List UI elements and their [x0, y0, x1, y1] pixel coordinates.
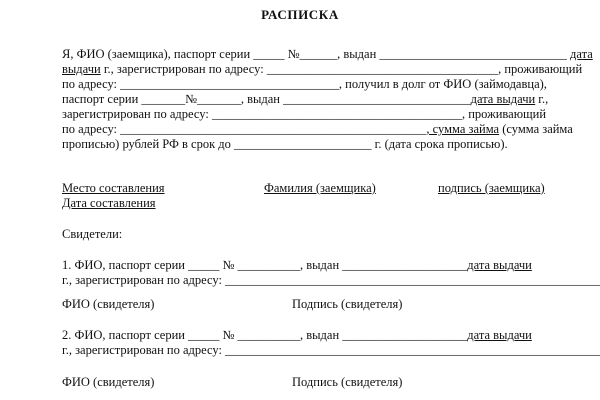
witness-1-passport: 1. ФИО, паспорт серии _____ № __________, выдан ____________________	[62, 258, 468, 272]
witness-2-passport: 2. ФИО, паспорт серии _____ № __________, выдан ____________________	[62, 328, 468, 342]
body-line-1	[62, 47, 593, 62]
witness-2-line-2: г., зарегистрирован по адресу: ____________________________________________________________	[62, 343, 600, 357]
issue-date-label-cont: выдачи	[62, 62, 101, 76]
loan-amount-label: , сумма займа	[426, 122, 500, 136]
witness-1-line-1	[62, 258, 532, 273]
witness-2-fio: ФИО (свидетеля)	[62, 375, 155, 389]
body-line-4-tail: г.,	[535, 92, 549, 106]
witness-2-signature: Подпись (свидетеля)	[292, 375, 403, 389]
date-of-compilation: Дата составления	[62, 196, 156, 210]
body-line-6-tail: (сумма займа	[499, 122, 573, 136]
borrower-surname: Фамилия (заемщика)	[264, 181, 376, 195]
body-line-6-text: по адресу: _________________________________________________	[62, 122, 427, 136]
body-line-1-text: Я, ФИО (заемщика), паспорт серии _____ №______, выдан ______________________________	[62, 47, 567, 61]
body-line-6	[62, 122, 573, 137]
witness-1-signature: Подпись (свидетеля)	[292, 297, 403, 311]
place-of-compilation: Место составления	[62, 181, 165, 195]
body-line-2	[62, 62, 582, 77]
body-line-2-text: г., зарегистрирован по адресу: _____________________________________, проживающий	[100, 62, 583, 76]
borrower-signature: подпись (заемщика)	[438, 181, 545, 195]
witness-2-line-1	[62, 328, 532, 343]
body-line-7: прописью) рублей РФ в срок до ______________________ г. (дата срока прописью).	[62, 137, 508, 151]
witnesses-heading: Свидетели:	[62, 227, 123, 241]
witness-1-line-2: г., зарегистрирован по адресу: ____________________________________________________________	[62, 273, 600, 287]
body-line-5: зарегистрирован по адресу: ________________________________________, проживающий	[62, 107, 547, 121]
body-line-4	[62, 92, 548, 107]
lender-issue-date-label: дата выдачи	[470, 92, 536, 106]
document-title: РАСПИСКА	[261, 7, 339, 22]
witness-1-issue-date: дата выдачи	[467, 258, 532, 272]
witness-1-fio: ФИО (свидетеля)	[62, 297, 155, 311]
issue-date-label: дата	[570, 47, 593, 61]
body-line-3: по адресу: ___________________________________, получил в долг от ФИО (займодавца),	[62, 77, 547, 91]
body-line-4-text: паспорт серии _______№_______, выдан ______________________________	[62, 92, 471, 106]
witness-2-issue-date: дата выдачи	[467, 328, 532, 342]
